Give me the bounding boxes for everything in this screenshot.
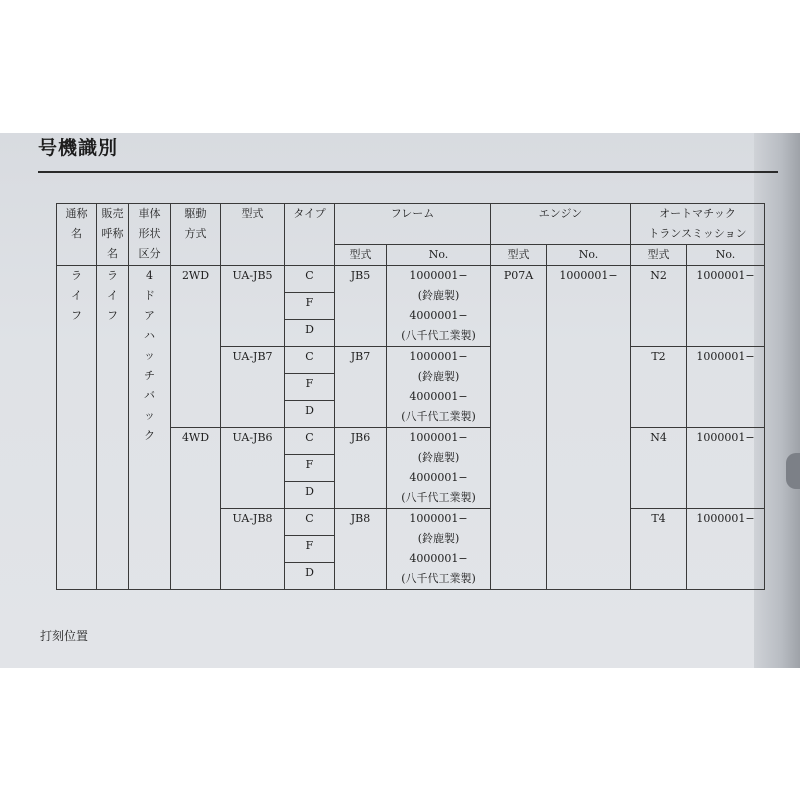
- type-cell: C: [285, 428, 335, 455]
- frame-no-cell: 1000001− (鈴鹿製) 4000001− (八千代工業製): [387, 428, 491, 509]
- common-name-cell: ラ イ フ: [57, 266, 97, 590]
- engine-model-cell: P07A: [491, 266, 547, 590]
- type-cell: D: [285, 563, 335, 590]
- frame-model-cell: JB7: [335, 347, 387, 428]
- type-cell: C: [285, 347, 335, 374]
- header-common-name: 通称 名: [57, 204, 97, 266]
- model-cell: UA-JB6: [221, 428, 285, 509]
- header-frame-model: 型式: [335, 245, 387, 266]
- type-cell: D: [285, 401, 335, 428]
- type-cell: F: [285, 293, 335, 320]
- frame-model-cell: JB8: [335, 509, 387, 590]
- drive-cell-2wd: 2WD: [171, 266, 221, 428]
- sales-name-cell: ラ イ フ: [97, 266, 129, 590]
- header-frame: フレーム: [335, 204, 491, 245]
- binder-hole: [786, 453, 800, 489]
- header-drive: 駆動 方式: [171, 204, 221, 266]
- at-model-cell: T4: [631, 509, 687, 590]
- at-no-cell: 1000001−: [687, 509, 765, 590]
- type-cell: F: [285, 536, 335, 563]
- at-no-cell: 1000001−: [687, 428, 765, 509]
- manual-page: [0, 133, 800, 668]
- frame-no-cell: 1000001− (鈴鹿製) 4000001− (八千代工業製): [387, 347, 491, 428]
- identification-table: [56, 203, 765, 590]
- model-cell: UA-JB5: [221, 266, 285, 347]
- header-body-type: 車体 形状 区分: [129, 204, 171, 266]
- at-no-cell: 1000001−: [687, 347, 765, 428]
- header-engine-no: No.: [547, 245, 631, 266]
- model-cell: UA-JB7: [221, 347, 285, 428]
- frame-model-cell: JB6: [335, 428, 387, 509]
- body-type-cell: 4 ド ア ハ ッ チ バ ッ ク: [129, 266, 171, 590]
- engine-no-cell: 1000001−: [547, 266, 631, 590]
- header-sales-name: 販売 呼称 名: [97, 204, 129, 266]
- type-cell: D: [285, 320, 335, 347]
- at-model-cell: T2: [631, 347, 687, 428]
- page-title: 号機識別: [38, 137, 119, 159]
- header-engine: エンジン: [491, 204, 631, 245]
- frame-model-cell: JB5: [335, 266, 387, 347]
- at-no-cell: 1000001−: [687, 266, 765, 347]
- header-at-no: No.: [687, 245, 765, 266]
- type-cell: C: [285, 266, 335, 293]
- stamp-position-label: 打刻位置: [40, 629, 89, 643]
- header-frame-no: No.: [387, 245, 491, 266]
- type-cell: F: [285, 374, 335, 401]
- at-model-cell: N4: [631, 428, 687, 509]
- header-at: オートマチック トランスミッション: [631, 204, 765, 245]
- type-cell: F: [285, 455, 335, 482]
- header-at-model: 型式: [631, 245, 687, 266]
- model-cell: UA-JB8: [221, 509, 285, 590]
- title-rule: [38, 171, 778, 173]
- type-cell: D: [285, 482, 335, 509]
- type-cell: C: [285, 509, 335, 536]
- at-model-cell: N2: [631, 266, 687, 347]
- header-type: タイプ: [285, 204, 335, 266]
- frame-no-cell: 1000001− (鈴鹿製) 4000001− (八千代工業製): [387, 509, 491, 590]
- drive-cell-4wd: 4WD: [171, 428, 221, 590]
- frame-no-cell: 1000001− (鈴鹿製) 4000001− (八千代工業製): [387, 266, 491, 347]
- header-model: 型式: [221, 204, 285, 266]
- header-engine-model: 型式: [491, 245, 547, 266]
